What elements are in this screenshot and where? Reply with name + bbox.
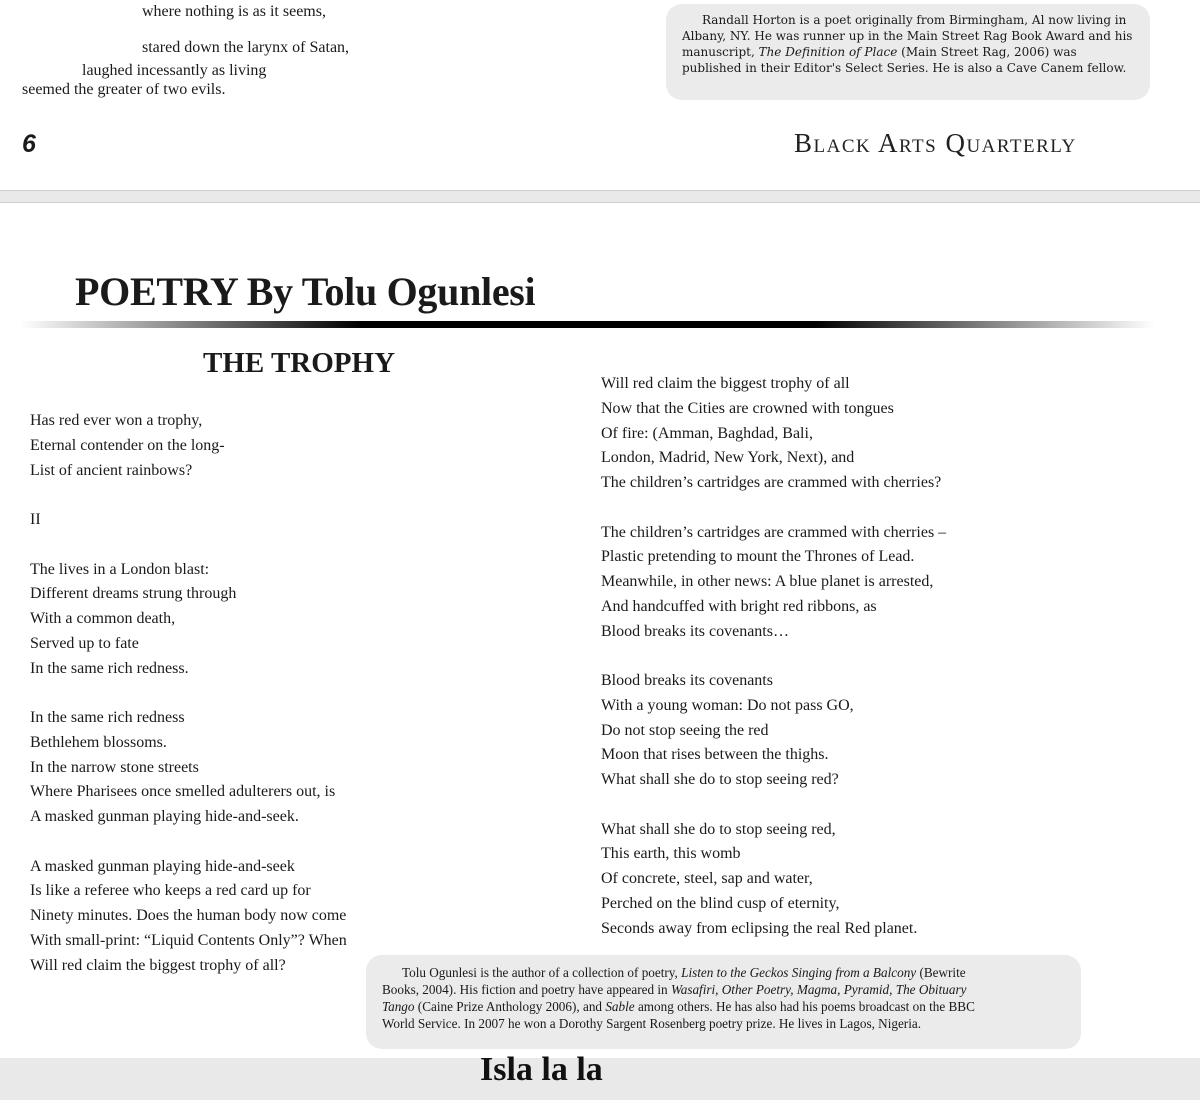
poem-line: Do not stop seeing the red — [601, 721, 769, 739]
poem-line: In the same rich redness. — [30, 659, 189, 677]
poem-line: Seconds away from eclipsing the real Red planet. — [601, 919, 918, 937]
poem-line: Different dreams strung through — [30, 585, 237, 603]
poem-line: Will red claim the biggest trophy of all? — [30, 956, 286, 974]
poem-line: Has red ever won a trophy, — [30, 412, 203, 429]
stanza-break — [601, 644, 946, 669]
poem-line: With a young woman: Do not pass GO, — [601, 696, 854, 714]
stanza-break — [30, 483, 347, 508]
poem-line: List of ancient rainbows? — [30, 461, 193, 479]
poem-line: Plastic pretending to mount the Thrones of Lead. — [601, 548, 915, 566]
poem-line: With small-print: “Liquid Contents Only”? When — [30, 931, 347, 949]
author-bio-box — [666, 4, 1150, 100]
poem-fragment-line: laughed incessantly as living — [82, 62, 267, 79]
poem-line: This earth, this womb — [601, 845, 741, 863]
magazine-title: Black Arts Quarterly — [794, 128, 1077, 158]
poem-line: In the same rich redness — [30, 709, 185, 726]
poem-fragment-line: stared down the larynx of Satan, — [142, 39, 350, 56]
page-number: 6 — [22, 130, 36, 158]
author-bio-box — [366, 955, 1081, 1049]
poem-fragment-line: where nothing is as it seems, — [142, 3, 326, 20]
poem-line: The lives in a London blast: — [30, 560, 210, 578]
poem-line: Moon that rises between the thighs. — [601, 746, 829, 764]
poem-line: II — [30, 511, 41, 528]
stanza-break — [601, 496, 946, 521]
stanza-break — [601, 793, 946, 818]
cutoff-next-heading: Isla la la — [480, 1051, 603, 1088]
poem-line: Bethlehem blossoms. — [30, 733, 167, 751]
book-title: The Definition of Place — [758, 45, 898, 59]
poem-line: Blood breaks its covenants… — [601, 622, 789, 640]
poem-right-column — [601, 372, 946, 941]
poem-line: Blood breaks its covenants — [601, 672, 773, 689]
stanza-break — [30, 681, 347, 706]
poem-line: A masked gunman playing hide-and-seek — [30, 857, 295, 875]
poem-line: Where Pharisees once smelled adulterers out, is — [30, 783, 336, 801]
poem-line: Of fire: (Amman, Baghdad, Bali, — [601, 424, 813, 442]
poem-left-column — [30, 409, 347, 978]
stanza-break — [30, 533, 347, 558]
poem-line: Now that the Cities are crowned with tongues — [601, 399, 894, 417]
page-heading: POETRY By Tolu Ogunlesi — [75, 269, 536, 314]
poem-line: Will red claim the biggest trophy of all — [601, 375, 850, 392]
previous-page — [0, 0, 1200, 191]
poem-line: Of concrete, steel, sap and water, — [601, 870, 813, 887]
poem-title: THE TROPHY — [203, 347, 396, 379]
poem-line: Eternal contender on the long- — [30, 436, 225, 454]
poem-line: Meanwhile, in other news: A blue planet is arrested, — [601, 573, 934, 590]
poem-line: The children’s cartridges are crammed with cherries – — [601, 523, 947, 541]
poem-line: The children’s cartridges are crammed with cherries? — [601, 474, 942, 491]
poem-line: Is like a referee who keeps a red card up for — [30, 882, 311, 900]
heading-rule — [20, 321, 1155, 328]
author-bio-text: Tolu Ogunlesi is the author of a collection of poetry, Listen to the Geckos Singing from a Balcony (Bewrite Books, 2004). His fiction and poetry have appeared in Wasafiri, Other Poetry, Magma, Pyramid, The Obituary Tango (Caine Prize Anthology 2006), and Sable among others. He has also had his poems broadcast on the BBC World Service. In 2007 he won a Dorothy Sargent Rosenberg poetry prize. He lives in Lagos, Nigeria. — [382, 965, 975, 1031]
poem-line: In the narrow stone streets — [30, 758, 199, 776]
poem-line: Ninety minutes. Does the human body now come — [30, 907, 347, 924]
poem-line: Served up to fate — [30, 634, 139, 652]
stanza-break — [30, 830, 347, 855]
poem-line: Perched on the blind cusp of eternity, — [601, 894, 840, 912]
poem-line: What shall she do to stop seeing red? — [601, 771, 839, 788]
poem-line: London, Madrid, New York, Next), and — [601, 449, 855, 467]
poem-fragment-line: seemed the greater of two evils. — [22, 81, 226, 98]
poem-line: What shall she do to stop seeing red, — [601, 820, 836, 838]
poem-line: And handcuffed with bright red ribbons, as — [601, 597, 877, 615]
poem-line: With a common death, — [30, 610, 176, 627]
author-bio-text: Randall Horton is a poet originally from Birmingham, Al now living in Albany, NY. He was runner up in the Main Street Rag Book Award and his manuscript, The Definition of Place (Main Street Rag, 2006) was published in their Editor's Select Series. He is also a Cave Canem fellow. — [682, 13, 1133, 75]
poem-line: A masked gunman playing hide-and-seek. — [30, 808, 299, 825]
